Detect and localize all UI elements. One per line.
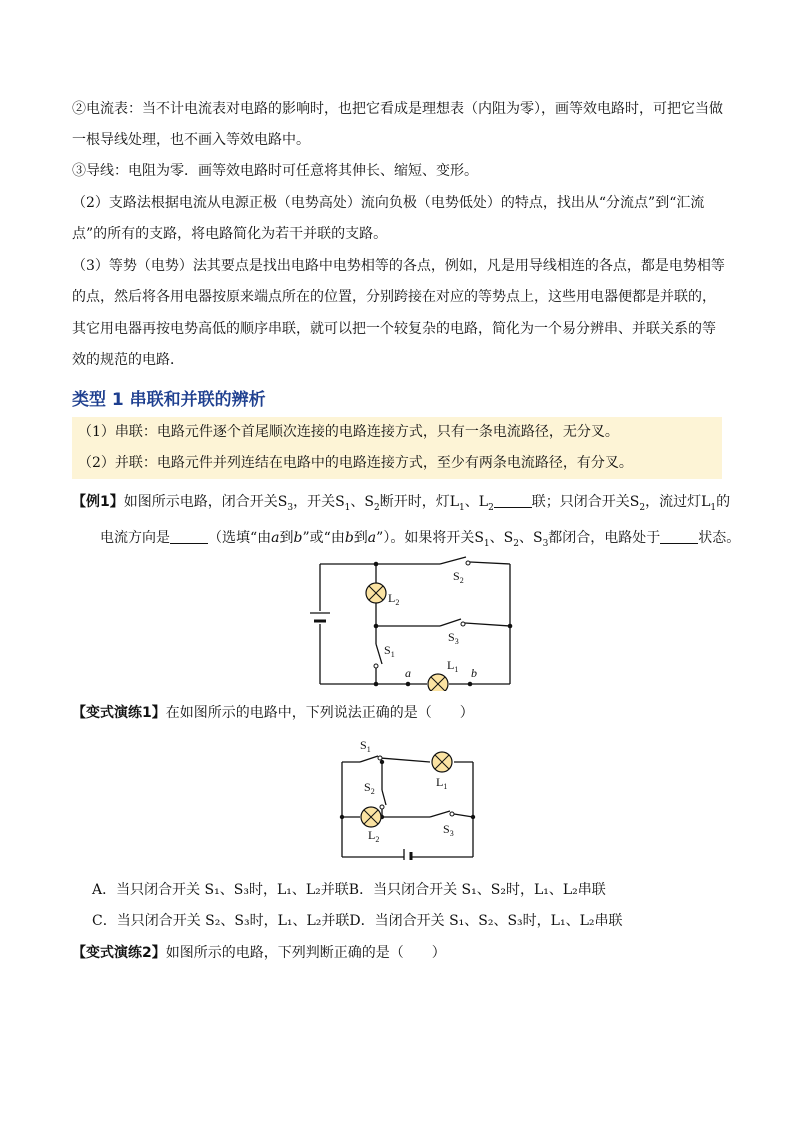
answer-blank-2[interactable] <box>170 529 208 544</box>
branch-method-line-1: （2）支路法根据电流从电源正极（电势高处）流向负极（电势低处）的特点，找出从“分流点”到“汇流 <box>72 195 705 211</box>
lamp-l1-icon <box>428 674 448 691</box>
label-s2: $S_2$ <box>453 569 464 585</box>
example1-line-1: 【例1】如图所示电路，闭合开关$S_3$，开关$S_1$、$S_2$断开时，灯$L_1$、$L_2$ 联；只闭合开关$S_2$，流过灯$L_1$的 <box>72 494 731 513</box>
series-definition: （1）串联：电路元件逐个首尾顺次连接的电路连接方式，只有一条电流路径，无分叉。 <box>78 424 619 440</box>
label-l1: $L_1$ <box>447 658 459 674</box>
equipotential-line-1: （3）等势（电势）法其要点是找出电路中电势相等的各点，例如，凡是用导线相连的各点，都是电势相等 <box>72 258 725 274</box>
variant2-tag: 【变式演练2】 <box>72 945 166 961</box>
option-a[interactable]: A．当只闭合开关 S₁、S₃时，L₁、L₂并联 <box>92 882 349 898</box>
switch-s2-contact[interactable] <box>380 805 384 809</box>
circuit-diagram-1 <box>300 556 530 691</box>
switch-s3-contact[interactable] <box>450 812 454 816</box>
switch-s1-contact[interactable] <box>374 664 378 668</box>
label-s1: $S_1$ <box>360 738 371 754</box>
label-a: a <box>405 666 411 680</box>
answer-blank-3[interactable] <box>660 529 698 544</box>
switch-s1-contact[interactable] <box>378 756 382 760</box>
label-s3: $S_3$ <box>443 822 454 838</box>
label-b: b <box>471 666 477 680</box>
option-b[interactable]: B．当只闭合开关 S₁、S₂时，L₁、L₂串联 <box>348 882 606 898</box>
switch-s2-contact[interactable] <box>466 561 470 565</box>
equipotential-line-4: 效的规范的电路． <box>72 352 184 368</box>
battery-icon <box>404 849 411 860</box>
equipotential-line-2: 的点，然后将各用电器按原来端点所在的位置，分别跨接在对应的等势点上，这些用电器便都是并联的， <box>72 289 716 305</box>
answer-blank-1[interactable] <box>494 493 532 508</box>
label-s1: $S_1$ <box>384 643 395 659</box>
variant1-tag: 【变式演练1】 <box>72 705 166 721</box>
variant2-question: 【变式演练2】如图所示的电路，下列判断正确的是（ ） <box>72 945 446 961</box>
label-s2: $S_2$ <box>364 780 375 796</box>
lamp-l2-icon <box>361 807 381 827</box>
definition-box <box>72 417 722 479</box>
option-c[interactable]: C．当只闭合开关 S₂、S₃时，L₁、L₂并联 <box>92 913 350 929</box>
branch-method-line-2: 点”的所有的支路，将电路简化为若干并联的支路。 <box>72 226 388 242</box>
option-d[interactable]: D．当闭合开关 S₁、S₂、S₃时，L₁、L₂串联 <box>349 913 623 929</box>
label-l1: $L_1$ <box>436 775 448 791</box>
battery-icon <box>310 613 330 621</box>
variant1-options-row-2 <box>92 911 752 931</box>
example1-line-2: 电流方向是 （选填“由a到b”或“由b到a”）。如果将开关$S_1$、$S_2$、$S_3$都闭合，电路处于 状态。 <box>100 530 741 549</box>
circuit-diagram-2 <box>330 732 480 860</box>
label-l2: $L_2$ <box>388 591 400 607</box>
variant1-question: 【变式演练1】在如图所示的电路中，下列说法正确的是（ ） <box>72 705 474 721</box>
parallel-definition: （2）并联：电路元件并列连结在电路中的电路连接方式，至少有两条电流路径，有分叉。 <box>78 455 633 471</box>
switch-s3-contact[interactable] <box>461 622 465 626</box>
label-s3: $S_3$ <box>448 630 459 646</box>
variant1-options-row-1 <box>92 880 752 900</box>
wire-note: ③导线：电阻为零．画等效电路时可任意将其伸长、缩短、变形。 <box>72 163 478 179</box>
example1-tag: 【例1】 <box>72 494 124 510</box>
section-title: 类型 1 串联和并联的辨析 <box>72 390 266 410</box>
lamp-l2-icon <box>366 583 386 603</box>
ammeter-note-line-2: 一根导线处理，也不画入等效电路中。 <box>72 132 310 148</box>
equipotential-line-3: 其它用电器再按电势高低的顺序串联，就可以把一个较复杂的电路，简化为一个易分辨串、并联关系的等 <box>72 321 716 337</box>
label-l2: $L_2$ <box>368 828 380 844</box>
ammeter-note-line-1: ②电流表：当不计电流表对电路的影响时，也把它看成是理想表（内阻为零），画等效电路时，可把它当做 <box>72 101 723 117</box>
lamp-l1-icon <box>432 752 452 772</box>
